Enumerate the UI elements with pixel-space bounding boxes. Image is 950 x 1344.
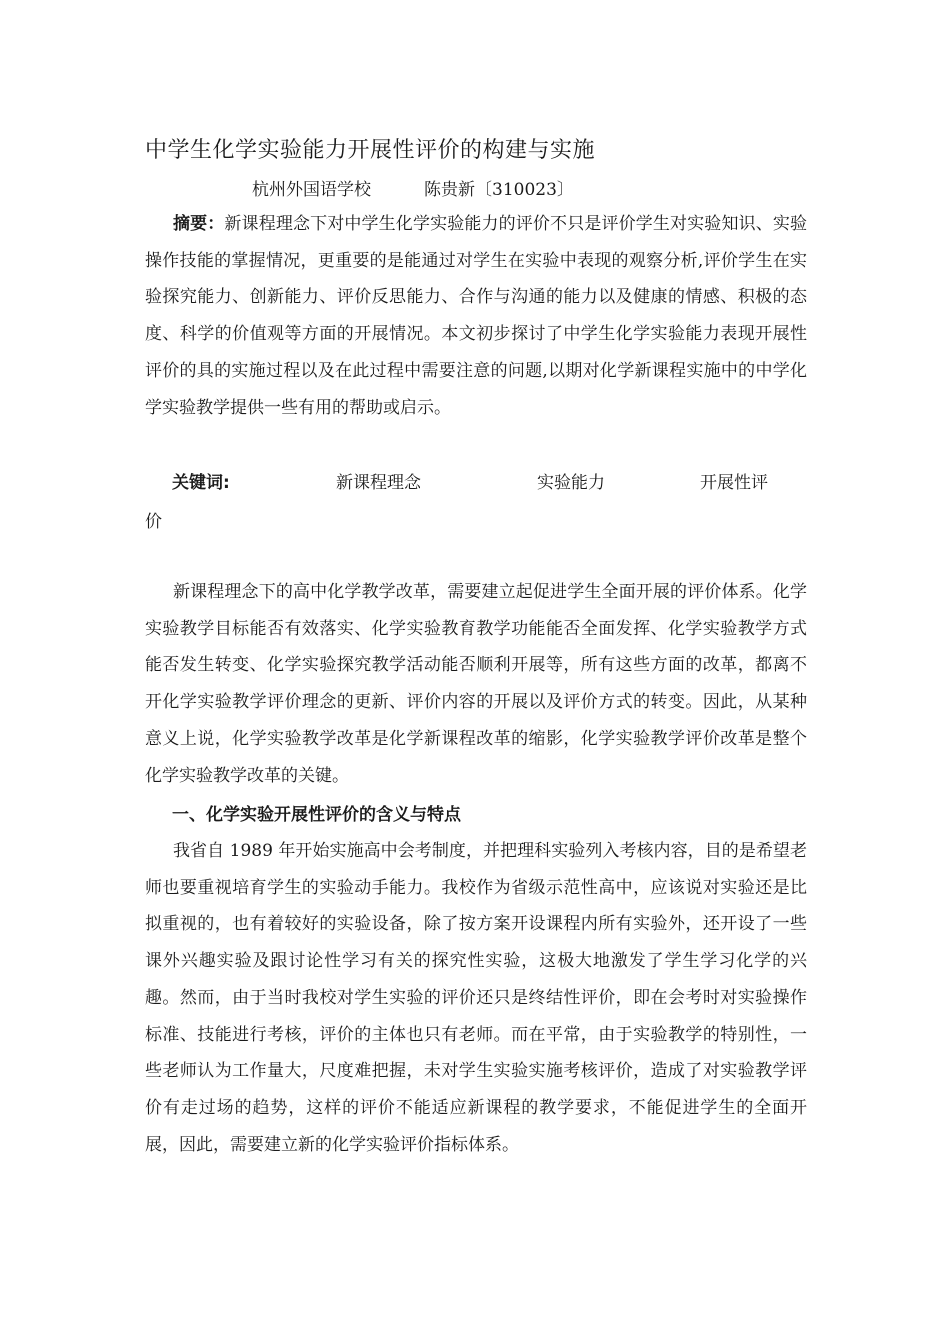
- keywords-label: 关键词:: [172, 473, 230, 493]
- abstract-text: 新课程理念下对中学生化学实验能力的评价不只是评价学生对实验知识、实验操作技能的掌握情况，更重要的是能通过对学生在实验中表现的观察分析,评价学生在实验探究能力、创新能力、评价反思能力、合作与沟通的能力以及健康的情感、积极的态度、科学的价值观等方面的开展情况。本文初步探讨了中学生化学实验能力表现开展性评价的具的实施过程以及在此过程中需要注意的问题,以期对化学新课程实施中的中学化学实验教学提供一些有用的帮助或启示。: [145, 214, 808, 418]
- keyword-3-continued: 价: [145, 512, 162, 532]
- author-name: 陈贵新〔310023〕: [424, 180, 574, 200]
- abstract-paragraph: [145, 206, 807, 426]
- section-heading-1: 一、化学实验开展性评价的含义与特点: [172, 805, 461, 825]
- keyword-3: 开展性评: [700, 473, 768, 493]
- body-paragraph-2: 我省自 1989 年开始实施高中会考制度，并把理科实验列入考核内容，目的是希望老师也要重视培育学生的实验动手能力。我校作为省级示范性高中，应该说对实验还是比拟重视的，也有着较好的实验设备，除了按方案开设课程内所有实验外，还开设了一些课外兴趣实验及跟讨论性学习有关的探究性实验，这极大地激发了学生学习化学的兴趣。然而，由于当时我校对学生实验的评价还只是终结性评价，即在会考时对实验操作标准、技能进行考核，评价的主体也只有老师。而在平常，由于实验教学的特别性，一些老师认为工作量大，尺度难把握，未对学生实验实施考核评价，造成了对实验教学评价有走过场的趋势，这样的评价不能适应新课程的教学要求，不能促进学生的全面开展，因此，需要建立新的化学实验评价指标体系。: [145, 841, 807, 1155]
- keyword-2: 实验能力: [537, 473, 605, 493]
- abstract-label: 摘要：: [173, 214, 225, 234]
- body-paragraph-1: 新课程理念下的高中化学教学改革，需要建立起促进学生全面开展的评价体系。化学实验教学目标能否有效落实、化学实验教育教学功能能否全面发挥、化学实验教学方式能否发生转变、化学实验探究教学活动能否顺利开展等，所有这些方面的改革，都离不开化学实验教学评价理念的更新、评价内容的开展以及评价方式的转变。因此，从某种意义上说，化学实验教学改革是化学新课程改革的缩影，化学实验教学评价改革是整个化学实验教学改革的关键。: [145, 582, 807, 786]
- document-title: 中学生化学实验能力开展性评价的构建与实施: [145, 138, 596, 163]
- keyword-1: 新课程理念: [336, 473, 421, 493]
- author-school: 杭州外国语学校: [252, 180, 371, 200]
